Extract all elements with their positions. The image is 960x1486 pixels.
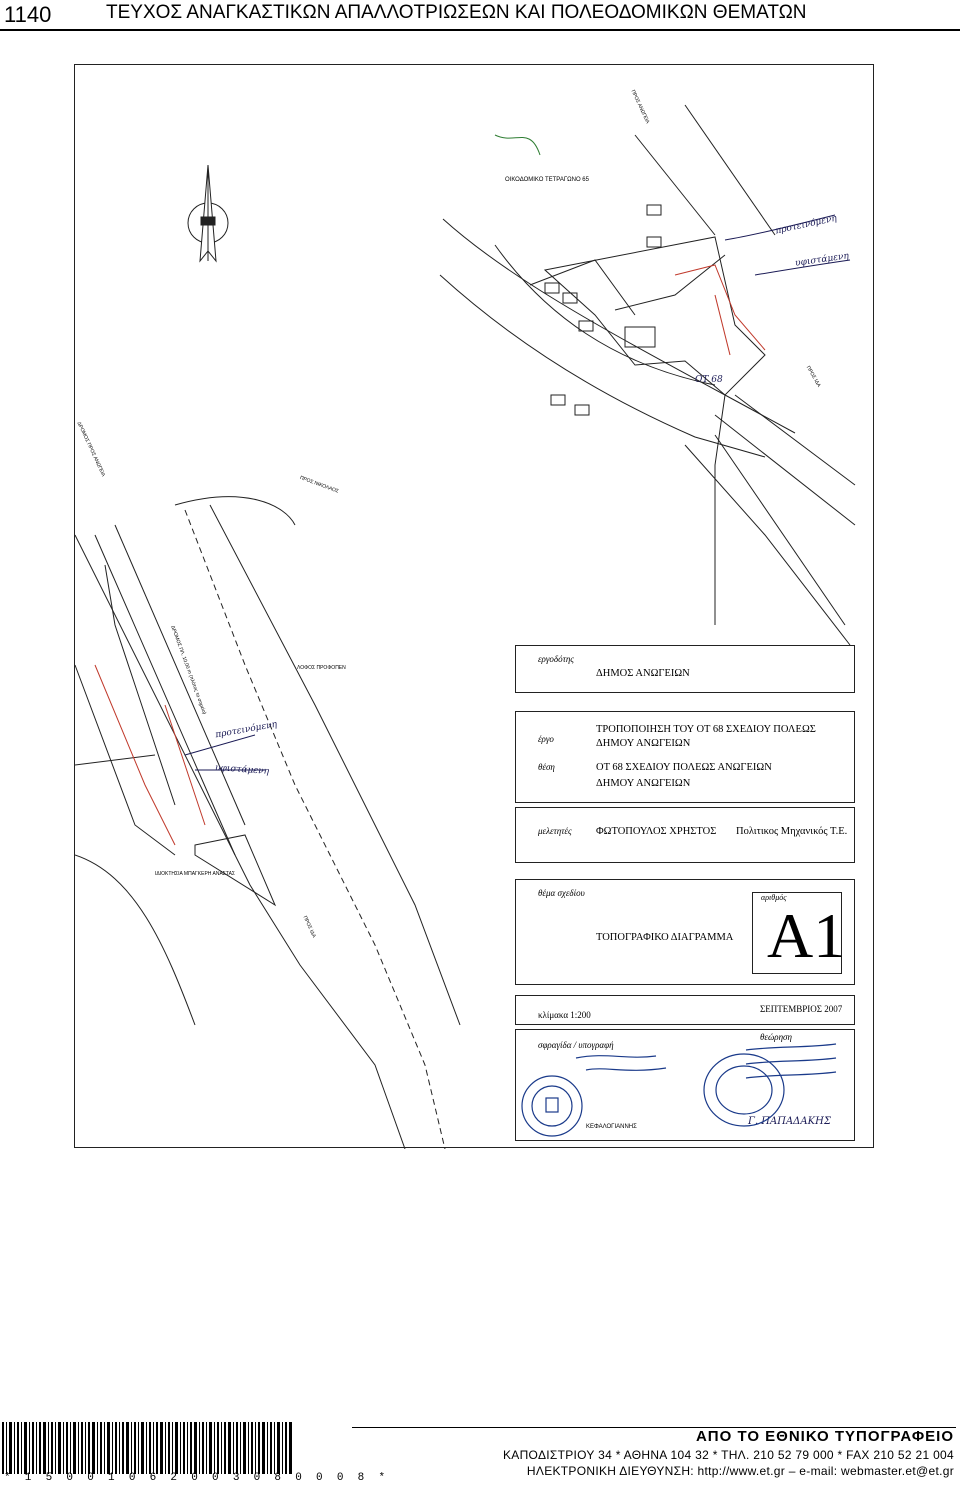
to-anogeia-label: ΠΡΟΣ ΑΝΩΓΕΙΑ: [629, 89, 651, 125]
road-width-label: ΔΡΟΜΟΣ ΠΛ. 10,00 m (πλάτος το σημείο): [169, 625, 208, 716]
to-ida-label: ΠΡΟΣ ΙΔΑ: [804, 365, 822, 389]
page-title: ΤΕΥΧΟΣ ΑΝΑΓΚΑΣΤΙΚΩΝ ΑΠΑΛΛΟΤΡΙΩΣΕΩΝ ΚΑΙ ΠΟΛΕΟΔΟΜΙΚΩΝ ΘΕΜΑΤΩΝ: [106, 2, 807, 23]
official-name: ΚΕΦΑΛΟΓΙΑΝΝΗΣ: [586, 1124, 637, 1130]
scale-text: κλίμακα 1:200: [538, 1010, 591, 1020]
designer-title: Πολιτικος Μηχανικός Τ.Ε.: [736, 826, 848, 837]
hand-existing-top: υφιστάμενη: [794, 251, 850, 269]
designers-label: μελετητές: [538, 826, 572, 836]
scale-box: [515, 995, 855, 1025]
project-value-1: ΤΡΟΠΟΠΟΙΗΣΗ ΤΟΥ ΟΤ 68 ΣΧΕΔΙΟΥ ΠΟΛΕΩΣ: [596, 724, 816, 735]
lane-label: ΛΟΦΟΣ ΠΡΟΦΟΠΕΝ: [297, 665, 346, 671]
client-label: εργοδότης: [538, 654, 574, 664]
seal-label: σφραγίδα / υπογραφή: [538, 1040, 614, 1050]
page-header: [0, 0, 960, 34]
to-nikos-label: ΠΡΟΣ ΝΙΚΟΛΑΟΣ: [298, 475, 340, 495]
road-left-label: ΔΡΟΜΟΣ ΠΡΟΣ ΑΝΩΓΕΙΑ: [75, 421, 107, 478]
designer-name: ΦΩΤΟΠΟΥΛΟΣ ΧΡΗΣΤΟΣ: [596, 826, 717, 837]
page-number: 1140: [4, 2, 52, 27]
block-label: ΟΙΚΟΔΟΜΙΚΟ ΤΕΤΡΑΓΩΝΟ 65: [505, 177, 589, 183]
footer-web: ΗΛΕΚΤΡΟΝΙΚΗ ΔΙΕΥΘΥΝΣΗ: http://www.et.gr – e-mail: webmaster.et@et.gr: [526, 1464, 954, 1478]
approved-by: Γ. ΠΑΠΑΔΑΚΗΣ: [748, 1116, 831, 1127]
subject-value: ΤΟΠΟΓΡΑΦΙΚΟ ΔΙΑΓΡΑΜΜΑ: [596, 932, 734, 943]
footer-address: ΚΑΠΟΔΙΣΤΡΙΟΥ 34 * ΑΘΗΝΑ 104 32 * ΤΗΛ. 210 52 79 000 * FAX 210 52 21 004: [502, 1448, 954, 1462]
header-rule: [0, 29, 960, 31]
date-text: ΣΕΠΤΕΜΒΡΙΟΣ 2007: [760, 1004, 843, 1014]
topographic-drawing: [74, 64, 874, 1148]
project-label: έργο: [538, 734, 554, 744]
seal-box: [515, 1029, 855, 1141]
client-box: [515, 645, 855, 693]
subject-label: θέμα σχεδίου: [538, 888, 585, 898]
number-value: A1: [767, 900, 846, 971]
approval-label: θεώρηση: [760, 1032, 792, 1042]
hand-proposed-top: προτεινόμενη: [774, 213, 838, 237]
stamps: [516, 1030, 856, 1142]
footer-org: ΑΠΟ ΤΟ ΕΘΝΙΚΟ ΤΥΠΟΓΡΑΦΕΙΟ: [695, 1428, 954, 1445]
to-ida-lower-label: ΠΡΟΣ ΙΔΑ: [301, 915, 317, 939]
project-box: [515, 711, 855, 803]
hand-existing-left: υφιστάμενη: [214, 763, 270, 777]
barcode-number: * 1 5 0 0 1 0 6 2 0 0 3 0 8 0 0 0 8 *: [4, 1472, 389, 1484]
building-label: ΙΔΙΟΚΤΗΣΙΑ ΜΠΑΓΚΕΡΗ ΑΝΑΣΤΑΣ: [155, 871, 236, 877]
location-value-1: ΟΤ 68 ΣΧΕΔΙΟΥ ΠΟΛΕΩΣ ΑΝΩΓΕΙΩΝ: [596, 762, 772, 773]
subject-box: [515, 879, 855, 985]
hand-proposed-left: προτεινόμενη: [214, 719, 278, 741]
client-value: ΔΗΜΟΣ ΑΝΩΓΕΙΩΝ: [596, 668, 690, 679]
number-box: [752, 892, 846, 974]
project-value-2: ΔΗΜΟΥ ΑΝΩΓΕΙΩΝ: [596, 738, 691, 749]
location-label: θέση: [538, 762, 555, 772]
location-value-2: ΔΗΜΟΥ ΑΝΩΓΕΙΩΝ: [596, 778, 691, 789]
ot-label: ΟΤ 68: [695, 375, 723, 385]
number-label: αριθμός: [761, 893, 787, 902]
page-footer: [0, 1414, 960, 1486]
barcode: [2, 1422, 292, 1474]
designer-box: [515, 807, 855, 863]
drawing-lines: [75, 65, 875, 1149]
